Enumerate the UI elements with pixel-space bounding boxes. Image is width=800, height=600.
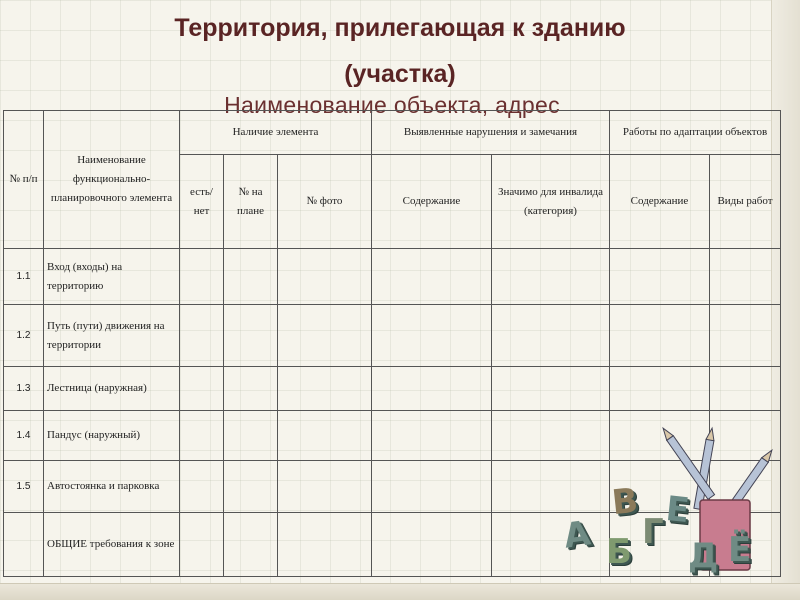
letter-block: В xyxy=(609,480,640,524)
alphabet-blocks-clipart xyxy=(560,420,790,590)
cell xyxy=(372,367,492,411)
row-num: 1.4 xyxy=(4,411,44,461)
cell xyxy=(278,305,372,367)
cell xyxy=(180,513,224,577)
header-significant: Значимо для инвалида (категория) xyxy=(492,155,610,249)
header-works-content: Содержание xyxy=(610,155,710,249)
table-row xyxy=(4,305,781,367)
slide-subtitle: Наименование объекта, адрес xyxy=(224,92,560,118)
cell xyxy=(492,249,610,305)
header-has: есть/нет xyxy=(180,155,224,249)
letter-block: Ё xyxy=(728,530,752,570)
cell xyxy=(372,249,492,305)
header-element-name: Наименование функционально-планировочного элемента xyxy=(44,111,180,249)
cell xyxy=(492,305,610,367)
cell xyxy=(224,411,278,461)
header-presence: Наличие элемента xyxy=(180,111,372,155)
slide-title-line1: Территория, прилегающая к зданию xyxy=(174,14,626,42)
table-row xyxy=(4,367,781,411)
cell xyxy=(180,411,224,461)
cell xyxy=(610,367,710,411)
cell xyxy=(224,305,278,367)
cell xyxy=(278,513,372,577)
header-content: Содержание xyxy=(372,155,492,249)
cell xyxy=(278,461,372,513)
row-name: Лестница (наружная) xyxy=(44,367,180,411)
cell xyxy=(224,461,278,513)
row-name: Автостоянка и парковка xyxy=(44,461,180,513)
cell xyxy=(372,305,492,367)
row-num: 1.3 xyxy=(4,367,44,411)
cell xyxy=(224,249,278,305)
cell xyxy=(492,367,610,411)
cell xyxy=(610,249,710,305)
row-name: Пандус (наружный) xyxy=(44,411,180,461)
cell xyxy=(372,411,492,461)
header-plan-no: № на плане xyxy=(224,155,278,249)
cell xyxy=(278,367,372,411)
row-num xyxy=(4,513,44,577)
cell xyxy=(372,513,492,577)
cell xyxy=(180,461,224,513)
cell xyxy=(610,305,710,367)
header-works: Работы по адаптации объектов xyxy=(610,111,781,155)
header-violations: Выявленные нарушения и замечания xyxy=(372,111,610,155)
cell xyxy=(180,305,224,367)
letter-block: Е xyxy=(663,488,692,532)
cell xyxy=(278,249,372,305)
cell xyxy=(224,513,278,577)
letter-block: Г xyxy=(642,512,664,552)
cell xyxy=(180,249,224,305)
header-photo-no: № фото xyxy=(278,155,372,249)
row-name: ОБЩИЕ требования к зоне xyxy=(44,513,180,577)
cell xyxy=(180,367,224,411)
letter-block: Б xyxy=(606,532,632,572)
row-num: 1.1 xyxy=(4,249,44,305)
header-num: № п/п xyxy=(4,111,44,249)
letter-block: А xyxy=(561,513,593,557)
row-num: 1.5 xyxy=(4,461,44,513)
table-row xyxy=(4,249,781,305)
cell xyxy=(710,249,781,305)
row-num: 1.2 xyxy=(4,305,44,367)
header-work-types: Виды работ xyxy=(710,155,781,249)
cell xyxy=(710,305,781,367)
cell xyxy=(710,367,781,411)
cell xyxy=(278,411,372,461)
row-name: Путь (пути) движения на территории xyxy=(44,305,180,367)
cell xyxy=(372,461,492,513)
slide-title-line2: (участка) xyxy=(344,60,456,88)
letter-block: Д xyxy=(688,536,719,576)
row-name: Вход (входы) на территорию xyxy=(44,249,180,305)
cell xyxy=(224,367,278,411)
